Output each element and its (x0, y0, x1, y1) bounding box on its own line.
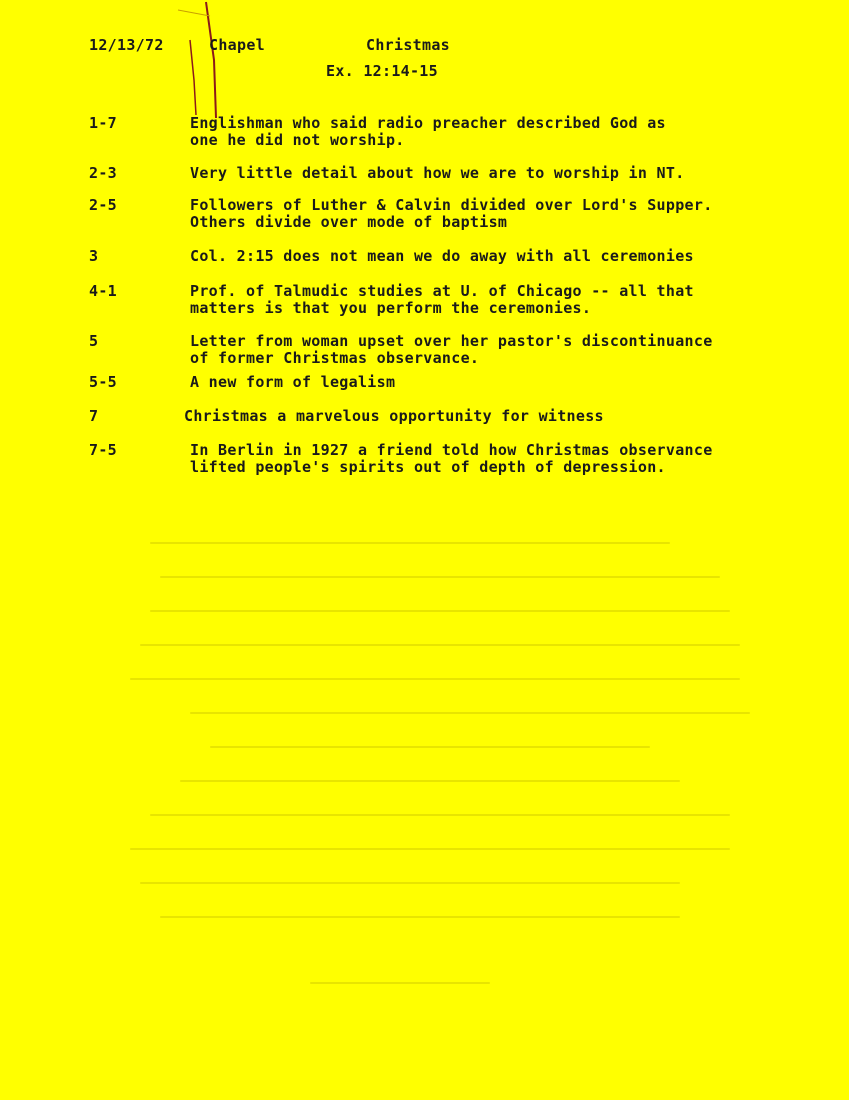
entry-ref: 7-5 (89, 441, 117, 459)
entry-ref: 3 (89, 247, 99, 265)
entry-ref: 5 (89, 332, 99, 350)
entry-text: In Berlin in 1927 a friend told how Christmas observance lifted people's spirits out of depth of depression. (190, 441, 713, 476)
entry-ref: 2-5 (89, 196, 117, 214)
bleed-through-text (90, 530, 790, 1010)
entry-text: Very little detail about how we are to worship in NT. (190, 164, 685, 182)
entry-text: Followers of Luther & Calvin divided over Lord's Supper. Others divide over mode of baptism (190, 196, 713, 231)
note-date: 12/13/72 (89, 36, 164, 54)
entry-text: Col. 2:15 does not mean we do away with all ceremonies (190, 247, 694, 265)
pen-mark-icon (176, 0, 236, 120)
sermon-topic: Christmas (366, 36, 450, 54)
entry-text: Christmas a marvelous opportunity for witness (184, 407, 604, 425)
entry-text: Letter from woman upset over her pastor's discontinuance of former Christmas observance. (190, 332, 713, 367)
service-name: Chapel (209, 36, 265, 54)
entry-text: A new form of legalism (190, 373, 396, 391)
entry-ref: 2-3 (89, 164, 117, 182)
entry-ref: 5-5 (89, 373, 117, 391)
entry-ref: 4-1 (89, 282, 117, 300)
entry-ref: 7 (89, 407, 99, 425)
scripture-reference: Ex. 12:14-15 (326, 62, 438, 80)
entry-text: Englishman who said radio preacher described God as one he did not worship. (190, 114, 666, 149)
entry-text: Prof. of Talmudic studies at U. of Chicago -- all that matters is that you perform the ceremonies. (190, 282, 694, 317)
entry-ref: 1-7 (89, 114, 117, 132)
